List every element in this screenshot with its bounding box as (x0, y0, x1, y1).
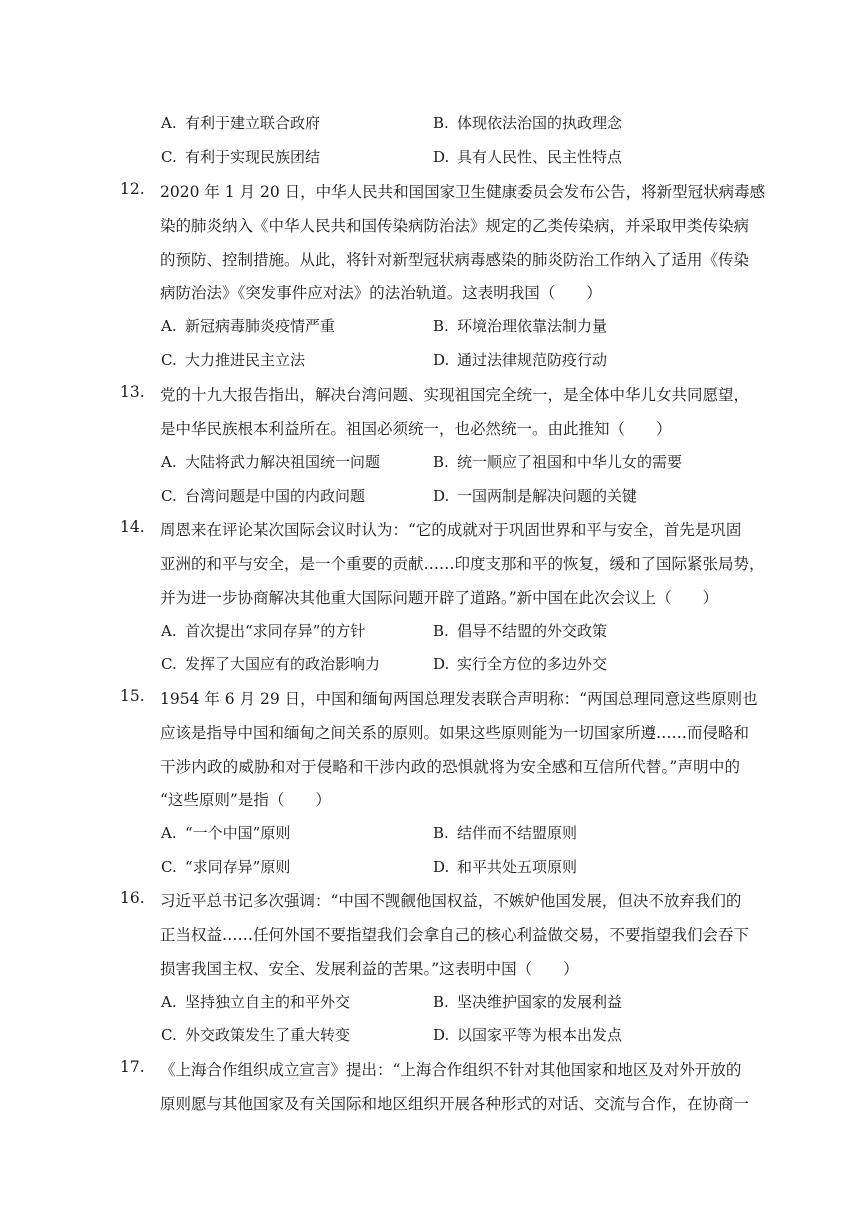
question-number: 16. (120, 889, 145, 907)
q16-option-d[interactable]: D. 以国家平等为根本出发点 (433, 1026, 623, 1044)
q15-option-c[interactable]: C. “求同存异”原则 (161, 858, 291, 876)
q11-option-b[interactable]: B. 体现依法治国的执政理念 (433, 114, 623, 132)
q14-option-b[interactable]: B. 倡导不结盟的外交政策 (433, 622, 608, 640)
q14-option-d[interactable]: D. 实行全方位的多边外交 (433, 655, 608, 673)
q14-option-a[interactable]: A. 首次提出“求同存异”的方针 (161, 622, 366, 640)
question-line: “这些原则”是指（ ） (160, 791, 331, 809)
q12-option-b[interactable]: B. 环境治理依靠法制力量 (433, 317, 608, 335)
question-number: 14. (120, 518, 145, 536)
q15-option-d[interactable]: D. 和平共处五项原则 (433, 858, 578, 876)
question-line: 2020 年 1 月 20 日，中华人民共和国国家卫生健康委员会发布公告，将新型冠状病毒感 (160, 183, 766, 201)
question-line: 1954 年 6 月 29 日，中国和缅甸两国总理发表联合声明称：“两国总理同意这些原则也 (160, 690, 758, 708)
question-line: 并为进一步协商解决其他重大国际问题开辟了道路。”新中国在此次会议上（ ） (160, 589, 719, 607)
question-number: 13. (120, 383, 145, 401)
question-number: 15. (120, 687, 145, 705)
q14-option-c[interactable]: C. 发挥了大国应有的政治影响力 (161, 655, 381, 673)
question-line: 周恩来在评论某次国际会议时认为：“它的成就对于巩固世界和平与安全，首先是巩固 (160, 521, 742, 539)
question-line: 习近平总书记多次强调：“中国不觊觎他国权益，不嫉妒他国发展，但决不放弃我们的 (160, 892, 742, 910)
question-line: 病防治法》《突发事件应对法》的法治轨道。这表明我国（ ） (160, 284, 602, 302)
question-line: 原则愿与其他国家及有关国际和地区组织开展各种形式的对话、交流与合作，在协商一 (160, 1095, 750, 1113)
q16-option-b[interactable]: B. 坚决维护国家的发展利益 (433, 993, 623, 1011)
q16-option-a[interactable]: A. 坚持独立自主的和平外交 (161, 993, 351, 1011)
q13-option-b[interactable]: B. 统一顺应了祖国和中华儿女的需要 (433, 453, 683, 471)
question-line: 正当权益……任何外国不要指望我们会拿自己的核心利益做交易，不要指望我们会吞下 (160, 926, 750, 944)
q11-option-c[interactable]: C. 有利于实现民族团结 (161, 148, 321, 166)
q15-option-a[interactable]: A. “一个中国”原则 (161, 824, 291, 842)
question-line: 染的肺炎纳入《中华人民共和国传染病防治法》规定的乙类传染病，并采取甲类传染病 (160, 217, 750, 235)
question-line: 《上海合作组织成立宣言》提出：“上海合作组织不针对其他国家和地区及对外开放的 (160, 1061, 742, 1079)
q11-option-d[interactable]: D. 具有人民性、民主性特点 (433, 148, 623, 166)
q13-option-d[interactable]: D. 一国两制是解决问题的关键 (433, 487, 638, 505)
question-line: 的预防、控制措施。从此，将针对新型冠状病毒感染的肺炎防治工作纳入了适用《传染 (160, 251, 750, 269)
question-line: 亚洲的和平与安全，是一个重要的贡献……印度支那和平的恢复，缓和了国际紧张局势， (160, 555, 765, 573)
question-line: 是中华民族根本利益所在。祖国必须统一，也必然统一。由此推知（ ） (160, 420, 672, 438)
question-line: 干涉内政的威胁和对于侵略和干涉内政的恐惧就将为安全感和互信所代替。”声明中的 (160, 758, 740, 776)
question-line: 损害我国主权、安全、发展利益的苦果。”这表明中国（ ） (160, 960, 579, 978)
question-number: 12. (120, 180, 145, 198)
q12-option-a[interactable]: A. 新冠病毒肺炎疫情严重 (161, 317, 336, 335)
q12-option-c[interactable]: C. 大力推进民主立法 (161, 351, 306, 369)
q15-option-b[interactable]: B. 结伴而不结盟原则 (433, 824, 578, 842)
q13-option-c[interactable]: C. 台湾问题是中国的内政问题 (161, 487, 366, 505)
q11-option-a[interactable]: A. 有利于建立联合政府 (161, 114, 321, 132)
question-number: 17. (120, 1058, 145, 1076)
q12-option-d[interactable]: D. 通过法律规范防疫行动 (433, 351, 608, 369)
question-line: 应该是指导中国和缅甸之间关系的原则。如果这些原则能为一切国家所遵……而侵略和 (160, 724, 750, 742)
question-line: 党的十九大报告指出，解决台湾问题、实现祖国完全统一，是全体中华儿女共同愿望， (160, 386, 750, 404)
q13-option-a[interactable]: A. 大陆将武力解决祖国统一问题 (161, 453, 381, 471)
q16-option-c[interactable]: C. 外交政策发生了重大转变 (161, 1026, 351, 1044)
